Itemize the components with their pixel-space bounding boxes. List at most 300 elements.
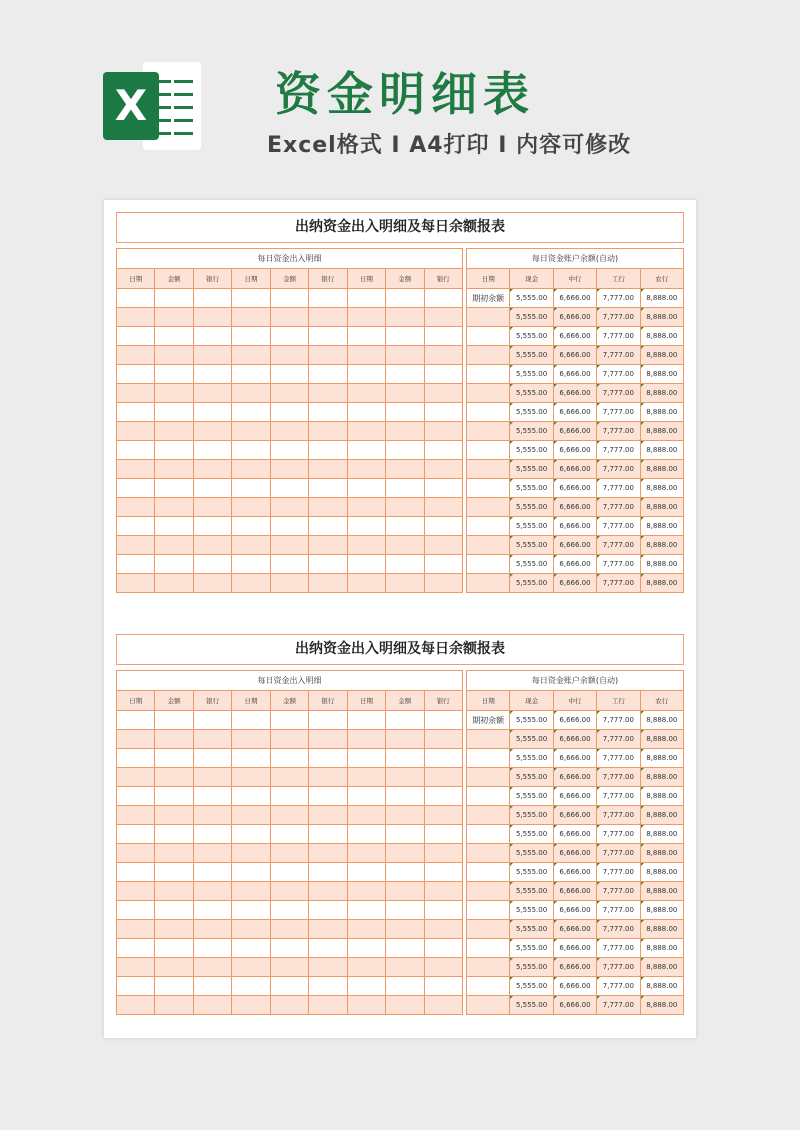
entry-cell[interactable] xyxy=(347,806,385,825)
entry-cell[interactable] xyxy=(386,555,424,574)
balance-value[interactable]: 6,666.00 xyxy=(553,768,596,787)
balance-value[interactable]: 8,888.00 xyxy=(640,882,683,901)
entry-cell[interactable] xyxy=(270,384,308,403)
balance-value[interactable]: 8,888.00 xyxy=(640,977,683,996)
entry-cell[interactable] xyxy=(386,403,424,422)
balance-value[interactable]: 8,888.00 xyxy=(640,711,683,730)
entry-cell[interactable] xyxy=(386,308,424,327)
entry-cell[interactable] xyxy=(270,939,308,958)
entry-cell[interactable] xyxy=(386,958,424,977)
date-cell[interactable] xyxy=(467,996,510,1015)
entry-cell[interactable] xyxy=(347,863,385,882)
entry-cell[interactable] xyxy=(193,958,231,977)
balance-value[interactable]: 6,666.00 xyxy=(553,441,596,460)
entry-cell[interactable] xyxy=(270,479,308,498)
entry-cell[interactable] xyxy=(270,958,308,977)
balance-value[interactable]: 8,888.00 xyxy=(640,555,683,574)
entry-cell[interactable] xyxy=(386,844,424,863)
entry-cell[interactable] xyxy=(386,327,424,346)
entry-cell[interactable] xyxy=(193,768,231,787)
date-cell[interactable] xyxy=(467,977,510,996)
entry-cell[interactable] xyxy=(117,901,155,920)
date-cell[interactable] xyxy=(467,479,510,498)
entry-cell[interactable] xyxy=(193,441,231,460)
entry-cell[interactable] xyxy=(155,844,193,863)
entry-cell[interactable] xyxy=(193,574,231,593)
entry-cell[interactable] xyxy=(424,768,463,787)
balance-value[interactable]: 7,777.00 xyxy=(597,730,640,749)
balance-value[interactable]: 6,666.00 xyxy=(553,882,596,901)
date-cell[interactable] xyxy=(467,825,510,844)
balance-value[interactable]: 5,555.00 xyxy=(510,498,553,517)
entry-cell[interactable] xyxy=(155,711,193,730)
balance-value[interactable]: 5,555.00 xyxy=(510,422,553,441)
entry-cell[interactable] xyxy=(386,749,424,768)
entry-cell[interactable] xyxy=(424,365,463,384)
entry-cell[interactable] xyxy=(309,977,347,996)
balance-value[interactable]: 6,666.00 xyxy=(553,289,596,308)
entry-cell[interactable] xyxy=(386,365,424,384)
entry-cell[interactable] xyxy=(155,460,193,479)
entry-cell[interactable] xyxy=(309,882,347,901)
balance-value[interactable]: 5,555.00 xyxy=(510,711,553,730)
entry-cell[interactable] xyxy=(309,958,347,977)
entry-cell[interactable] xyxy=(155,958,193,977)
entry-cell[interactable] xyxy=(117,403,155,422)
entry-cell[interactable] xyxy=(386,711,424,730)
entry-cell[interactable] xyxy=(386,460,424,479)
entry-cell[interactable] xyxy=(309,787,347,806)
balance-value[interactable]: 6,666.00 xyxy=(553,958,596,977)
entry-cell[interactable] xyxy=(193,711,231,730)
entry-cell[interactable] xyxy=(232,574,270,593)
entry-cell[interactable] xyxy=(117,806,155,825)
date-cell[interactable] xyxy=(467,901,510,920)
balance-value[interactable]: 7,777.00 xyxy=(597,308,640,327)
entry-cell[interactable] xyxy=(232,384,270,403)
balance-value[interactable]: 6,666.00 xyxy=(553,920,596,939)
entry-cell[interactable] xyxy=(424,403,463,422)
balance-value[interactable]: 5,555.00 xyxy=(510,441,553,460)
balance-value[interactable]: 7,777.00 xyxy=(597,327,640,346)
entry-cell[interactable] xyxy=(270,749,308,768)
balance-value[interactable]: 8,888.00 xyxy=(640,958,683,977)
entry-cell[interactable] xyxy=(347,749,385,768)
balance-value[interactable]: 5,555.00 xyxy=(510,901,553,920)
entry-cell[interactable] xyxy=(193,939,231,958)
entry-cell[interactable] xyxy=(270,460,308,479)
entry-cell[interactable] xyxy=(155,768,193,787)
entry-cell[interactable] xyxy=(386,441,424,460)
entry-cell[interactable] xyxy=(309,422,347,441)
entry-cell[interactable] xyxy=(309,498,347,517)
entry-cell[interactable] xyxy=(424,977,463,996)
entry-cell[interactable] xyxy=(232,749,270,768)
entry-cell[interactable] xyxy=(386,422,424,441)
entry-cell[interactable] xyxy=(309,517,347,536)
entry-cell[interactable] xyxy=(232,863,270,882)
entry-cell[interactable] xyxy=(232,920,270,939)
entry-cell[interactable] xyxy=(155,384,193,403)
entry-cell[interactable] xyxy=(232,346,270,365)
entry-cell[interactable] xyxy=(347,460,385,479)
entry-cell[interactable] xyxy=(117,844,155,863)
balance-value[interactable]: 5,555.00 xyxy=(510,787,553,806)
entry-cell[interactable] xyxy=(155,574,193,593)
entry-cell[interactable] xyxy=(270,555,308,574)
entry-cell[interactable] xyxy=(193,365,231,384)
entry-cell[interactable] xyxy=(386,346,424,365)
entry-cell[interactable] xyxy=(117,977,155,996)
date-cell[interactable] xyxy=(467,574,510,593)
balance-value[interactable]: 7,777.00 xyxy=(597,844,640,863)
balance-value[interactable]: 6,666.00 xyxy=(553,806,596,825)
entry-cell[interactable] xyxy=(117,939,155,958)
entry-cell[interactable] xyxy=(232,730,270,749)
entry-cell[interactable] xyxy=(309,403,347,422)
date-cell[interactable] xyxy=(467,787,510,806)
entry-cell[interactable] xyxy=(232,711,270,730)
entry-cell[interactable] xyxy=(309,289,347,308)
balance-value[interactable]: 5,555.00 xyxy=(510,555,553,574)
entry-cell[interactable] xyxy=(386,825,424,844)
entry-cell[interactable] xyxy=(193,289,231,308)
entry-cell[interactable] xyxy=(155,882,193,901)
balance-value[interactable]: 7,777.00 xyxy=(597,711,640,730)
entry-cell[interactable] xyxy=(270,327,308,346)
entry-cell[interactable] xyxy=(117,441,155,460)
entry-cell[interactable] xyxy=(347,901,385,920)
entry-cell[interactable] xyxy=(347,479,385,498)
date-cell[interactable] xyxy=(467,806,510,825)
entry-cell[interactable] xyxy=(424,289,463,308)
balance-value[interactable]: 8,888.00 xyxy=(640,574,683,593)
entry-cell[interactable] xyxy=(309,920,347,939)
entry-cell[interactable] xyxy=(424,939,463,958)
entry-cell[interactable] xyxy=(117,517,155,536)
entry-cell[interactable] xyxy=(386,768,424,787)
entry-cell[interactable] xyxy=(347,730,385,749)
date-cell[interactable] xyxy=(467,346,510,365)
entry-cell[interactable] xyxy=(232,327,270,346)
entry-cell[interactable] xyxy=(386,498,424,517)
opening-balance-label[interactable]: 期初余额 xyxy=(467,711,510,730)
date-cell[interactable] xyxy=(467,460,510,479)
entry-cell[interactable] xyxy=(309,806,347,825)
balance-value[interactable]: 7,777.00 xyxy=(597,403,640,422)
balance-value[interactable]: 7,777.00 xyxy=(597,768,640,787)
entry-cell[interactable] xyxy=(117,365,155,384)
entry-cell[interactable] xyxy=(232,536,270,555)
entry-cell[interactable] xyxy=(347,882,385,901)
entry-cell[interactable] xyxy=(270,844,308,863)
entry-cell[interactable] xyxy=(232,555,270,574)
balance-value[interactable]: 5,555.00 xyxy=(510,825,553,844)
entry-cell[interactable] xyxy=(193,327,231,346)
balance-value[interactable]: 8,888.00 xyxy=(640,768,683,787)
entry-cell[interactable] xyxy=(117,787,155,806)
entry-cell[interactable] xyxy=(193,977,231,996)
balance-value[interactable]: 7,777.00 xyxy=(597,787,640,806)
date-cell[interactable] xyxy=(467,517,510,536)
entry-cell[interactable] xyxy=(424,517,463,536)
entry-cell[interactable] xyxy=(270,768,308,787)
entry-cell[interactable] xyxy=(270,517,308,536)
entry-cell[interactable] xyxy=(347,365,385,384)
balance-value[interactable]: 7,777.00 xyxy=(597,977,640,996)
balance-value[interactable]: 7,777.00 xyxy=(597,498,640,517)
entry-cell[interactable] xyxy=(270,882,308,901)
entry-cell[interactable] xyxy=(424,749,463,768)
entry-cell[interactable] xyxy=(386,882,424,901)
entry-cell[interactable] xyxy=(347,498,385,517)
entry-cell[interactable] xyxy=(117,536,155,555)
entry-cell[interactable] xyxy=(193,403,231,422)
entry-cell[interactable] xyxy=(347,384,385,403)
entry-cell[interactable] xyxy=(193,460,231,479)
balance-value[interactable]: 8,888.00 xyxy=(640,365,683,384)
entry-cell[interactable] xyxy=(386,901,424,920)
entry-cell[interactable] xyxy=(232,977,270,996)
date-cell[interactable] xyxy=(467,882,510,901)
date-cell[interactable] xyxy=(467,403,510,422)
balance-value[interactable]: 5,555.00 xyxy=(510,863,553,882)
balance-value[interactable]: 8,888.00 xyxy=(640,346,683,365)
balance-value[interactable]: 6,666.00 xyxy=(553,749,596,768)
balance-value[interactable]: 8,888.00 xyxy=(640,460,683,479)
entry-cell[interactable] xyxy=(232,460,270,479)
entry-cell[interactable] xyxy=(424,308,463,327)
date-cell[interactable] xyxy=(467,365,510,384)
entry-cell[interactable] xyxy=(117,996,155,1015)
entry-cell[interactable] xyxy=(424,422,463,441)
entry-cell[interactable] xyxy=(155,308,193,327)
balance-value[interactable]: 6,666.00 xyxy=(553,536,596,555)
entry-cell[interactable] xyxy=(232,806,270,825)
entry-cell[interactable] xyxy=(424,711,463,730)
entry-cell[interactable] xyxy=(347,536,385,555)
entry-cell[interactable] xyxy=(232,517,270,536)
balance-value[interactable]: 8,888.00 xyxy=(640,863,683,882)
balance-value[interactable]: 7,777.00 xyxy=(597,920,640,939)
entry-cell[interactable] xyxy=(155,498,193,517)
entry-cell[interactable] xyxy=(386,996,424,1015)
entry-cell[interactable] xyxy=(155,555,193,574)
balance-value[interactable]: 8,888.00 xyxy=(640,536,683,555)
balance-value[interactable]: 7,777.00 xyxy=(597,365,640,384)
entry-cell[interactable] xyxy=(309,844,347,863)
entry-cell[interactable] xyxy=(309,939,347,958)
balance-value[interactable]: 5,555.00 xyxy=(510,403,553,422)
entry-cell[interactable] xyxy=(232,441,270,460)
balance-value[interactable]: 6,666.00 xyxy=(553,574,596,593)
balance-value[interactable]: 5,555.00 xyxy=(510,479,553,498)
balance-value[interactable]: 6,666.00 xyxy=(553,787,596,806)
entry-cell[interactable] xyxy=(117,308,155,327)
balance-value[interactable]: 7,777.00 xyxy=(597,517,640,536)
entry-cell[interactable] xyxy=(270,422,308,441)
entry-cell[interactable] xyxy=(270,711,308,730)
entry-cell[interactable] xyxy=(155,441,193,460)
balance-value[interactable]: 8,888.00 xyxy=(640,996,683,1015)
entry-cell[interactable] xyxy=(309,749,347,768)
entry-cell[interactable] xyxy=(117,289,155,308)
entry-cell[interactable] xyxy=(193,882,231,901)
entry-cell[interactable] xyxy=(347,441,385,460)
entry-cell[interactable] xyxy=(117,422,155,441)
entry-cell[interactable] xyxy=(424,787,463,806)
entry-cell[interactable] xyxy=(347,308,385,327)
entry-cell[interactable] xyxy=(424,346,463,365)
entry-cell[interactable] xyxy=(155,327,193,346)
date-cell[interactable] xyxy=(467,327,510,346)
balance-value[interactable]: 8,888.00 xyxy=(640,327,683,346)
balance-value[interactable]: 7,777.00 xyxy=(597,422,640,441)
balance-value[interactable]: 7,777.00 xyxy=(597,825,640,844)
entry-cell[interactable] xyxy=(193,555,231,574)
entry-cell[interactable] xyxy=(117,920,155,939)
balance-value[interactable]: 8,888.00 xyxy=(640,939,683,958)
entry-cell[interactable] xyxy=(347,289,385,308)
balance-value[interactable]: 8,888.00 xyxy=(640,289,683,308)
entry-cell[interactable] xyxy=(117,730,155,749)
balance-value[interactable]: 8,888.00 xyxy=(640,479,683,498)
balance-value[interactable]: 5,555.00 xyxy=(510,327,553,346)
balance-value[interactable]: 5,555.00 xyxy=(510,384,553,403)
entry-cell[interactable] xyxy=(193,346,231,365)
balance-value[interactable]: 6,666.00 xyxy=(553,711,596,730)
entry-cell[interactable] xyxy=(347,958,385,977)
entry-cell[interactable] xyxy=(232,479,270,498)
balance-value[interactable]: 7,777.00 xyxy=(597,958,640,977)
balance-value[interactable]: 5,555.00 xyxy=(510,996,553,1015)
entry-cell[interactable] xyxy=(424,327,463,346)
entry-cell[interactable] xyxy=(270,825,308,844)
entry-cell[interactable] xyxy=(424,825,463,844)
balance-value[interactable]: 8,888.00 xyxy=(640,825,683,844)
entry-cell[interactable] xyxy=(424,441,463,460)
balance-value[interactable]: 7,777.00 xyxy=(597,882,640,901)
entry-cell[interactable] xyxy=(347,996,385,1015)
balance-value[interactable]: 5,555.00 xyxy=(510,730,553,749)
entry-cell[interactable] xyxy=(232,958,270,977)
entry-cell[interactable] xyxy=(232,882,270,901)
balance-value[interactable]: 8,888.00 xyxy=(640,308,683,327)
entry-cell[interactable] xyxy=(309,536,347,555)
entry-cell[interactable] xyxy=(424,806,463,825)
balance-value[interactable]: 5,555.00 xyxy=(510,574,553,593)
balance-value[interactable]: 6,666.00 xyxy=(553,384,596,403)
balance-value[interactable]: 7,777.00 xyxy=(597,901,640,920)
entry-cell[interactable] xyxy=(117,384,155,403)
entry-cell[interactable] xyxy=(270,365,308,384)
balance-value[interactable]: 5,555.00 xyxy=(510,308,553,327)
entry-cell[interactable] xyxy=(424,996,463,1015)
balance-value[interactable]: 7,777.00 xyxy=(597,346,640,365)
entry-cell[interactable] xyxy=(386,574,424,593)
balance-value[interactable]: 5,555.00 xyxy=(510,365,553,384)
entry-cell[interactable] xyxy=(232,768,270,787)
entry-cell[interactable] xyxy=(347,346,385,365)
date-cell[interactable] xyxy=(467,730,510,749)
entry-cell[interactable] xyxy=(347,403,385,422)
balance-value[interactable]: 5,555.00 xyxy=(510,977,553,996)
entry-cell[interactable] xyxy=(193,787,231,806)
entry-cell[interactable] xyxy=(309,996,347,1015)
balance-value[interactable]: 5,555.00 xyxy=(510,289,553,308)
entry-cell[interactable] xyxy=(309,730,347,749)
entry-cell[interactable] xyxy=(155,365,193,384)
date-cell[interactable] xyxy=(467,939,510,958)
balance-value[interactable]: 8,888.00 xyxy=(640,749,683,768)
entry-cell[interactable] xyxy=(193,901,231,920)
entry-cell[interactable] xyxy=(270,806,308,825)
entry-cell[interactable] xyxy=(117,768,155,787)
entry-cell[interactable] xyxy=(155,825,193,844)
entry-cell[interactable] xyxy=(270,498,308,517)
entry-cell[interactable] xyxy=(155,920,193,939)
date-cell[interactable] xyxy=(467,422,510,441)
entry-cell[interactable] xyxy=(270,920,308,939)
entry-cell[interactable] xyxy=(309,825,347,844)
entry-cell[interactable] xyxy=(386,517,424,536)
entry-cell[interactable] xyxy=(309,863,347,882)
entry-cell[interactable] xyxy=(232,825,270,844)
entry-cell[interactable] xyxy=(232,939,270,958)
entry-cell[interactable] xyxy=(232,996,270,1015)
entry-cell[interactable] xyxy=(193,996,231,1015)
balance-value[interactable]: 5,555.00 xyxy=(510,517,553,536)
date-cell[interactable] xyxy=(467,441,510,460)
entry-cell[interactable] xyxy=(232,365,270,384)
balance-value[interactable]: 6,666.00 xyxy=(553,422,596,441)
date-cell[interactable] xyxy=(467,536,510,555)
entry-cell[interactable] xyxy=(155,977,193,996)
balance-value[interactable]: 6,666.00 xyxy=(553,844,596,863)
entry-cell[interactable] xyxy=(117,460,155,479)
balance-value[interactable]: 7,777.00 xyxy=(597,536,640,555)
balance-value[interactable]: 6,666.00 xyxy=(553,901,596,920)
entry-cell[interactable] xyxy=(386,536,424,555)
entry-cell[interactable] xyxy=(232,498,270,517)
entry-cell[interactable] xyxy=(270,346,308,365)
entry-cell[interactable] xyxy=(117,574,155,593)
date-cell[interactable] xyxy=(467,308,510,327)
entry-cell[interactable] xyxy=(117,498,155,517)
entry-cell[interactable] xyxy=(155,422,193,441)
entry-cell[interactable] xyxy=(117,958,155,977)
balance-value[interactable]: 6,666.00 xyxy=(553,939,596,958)
entry-cell[interactable] xyxy=(424,498,463,517)
balance-value[interactable]: 5,555.00 xyxy=(510,920,553,939)
entry-cell[interactable] xyxy=(347,768,385,787)
balance-value[interactable]: 7,777.00 xyxy=(597,996,640,1015)
entry-cell[interactable] xyxy=(270,536,308,555)
entry-cell[interactable] xyxy=(347,574,385,593)
entry-cell[interactable] xyxy=(309,346,347,365)
entry-cell[interactable] xyxy=(424,882,463,901)
balance-value[interactable]: 8,888.00 xyxy=(640,901,683,920)
entry-cell[interactable] xyxy=(193,384,231,403)
entry-cell[interactable] xyxy=(309,327,347,346)
balance-value[interactable]: 8,888.00 xyxy=(640,422,683,441)
entry-cell[interactable] xyxy=(193,863,231,882)
balance-value[interactable]: 6,666.00 xyxy=(553,517,596,536)
entry-cell[interactable] xyxy=(309,384,347,403)
entry-cell[interactable] xyxy=(386,977,424,996)
entry-cell[interactable] xyxy=(155,730,193,749)
balance-value[interactable]: 7,777.00 xyxy=(597,749,640,768)
